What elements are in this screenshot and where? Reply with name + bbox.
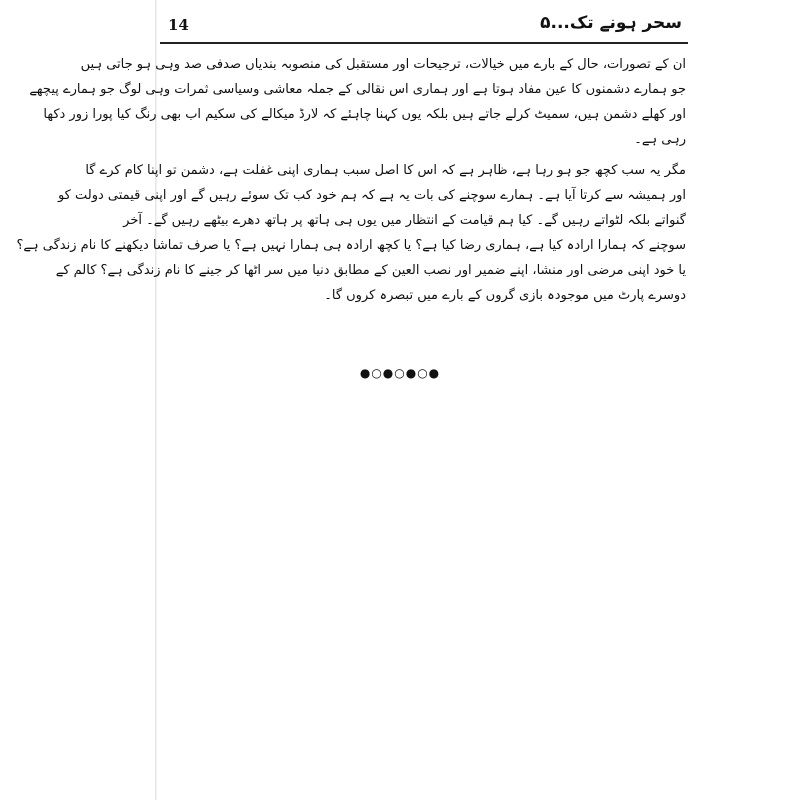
text-line: گنواتے بلکہ لٹواتے رہیں گے۔ کیا ہم قیامت کے انتظار میں یوں ہی ہاتھ پر ہاتھ دھرے بیٹھے رہیں گے۔ آخر <box>123 213 686 228</box>
running-title: سحر ہونے تک...۵ <box>540 13 682 33</box>
text-line: اور ہمیشہ سے کرتا آیا ہے۔ ہمارے سوچنے کی بات یہ ہے کہ ہم خود کب تک سوئے رہیں گے اور اپنی قیمتی دولت کو <box>57 188 686 203</box>
body-text <box>16 52 686 308</box>
section-ornament: ●○●○●○● <box>359 366 441 380</box>
text-line: ان کے تصورات، حال کے بارے میں خیالات، ترجیحات اور مستقبل کی منصوبہ بندیاں صدفی صد وہی ہو جاتی ہیں <box>80 57 686 72</box>
text-line: رہی ہے۔ <box>634 132 686 147</box>
paragraph <box>29 52 686 152</box>
page-header <box>160 12 688 44</box>
text-line: دوسرے پارٹ میں موجودہ بازی گروں کے بارے میں تبصرہ کروں گا۔ <box>324 288 686 303</box>
text-line: مگر یہ سب کچھ جو ہو رہا ہے، ظاہر ہے کہ اس کا اصل سبب ہماری اپنی غفلت ہے، دشمن تو اپنا کام کرے گا <box>85 163 686 178</box>
page-number: 14 <box>168 16 189 34</box>
text-line: جو ہمارے دشمنوں کا عین مفاد ہوتا ہے اور ہماری اس نقالی کے جملہ معاشی وسیاسی ثمرات وہی لوگ جو ہمارے پیچھے <box>29 82 686 97</box>
header-rule <box>160 42 688 44</box>
text-line: یا خود اپنی مرضی اور منشا، اپنے ضمیر اور نصب العین کے مطابق دنیا میں سر اٹھا کر جینے کا نام زندگی ہے؟ کالم کے <box>55 263 686 278</box>
paragraph <box>16 158 686 308</box>
text-line: سوچنے کہ ہمارا ارادہ کیا ہے، ہماری رضا کیا ہے؟ یا کچھ ارادہ ہی ہمارا نہیں ہے؟ یا صرف تماشا دیکھنے کا نام زندگی ہے؟ <box>16 238 686 253</box>
text-line: اور کھلے دشمن ہیں، سمیٹ کرلے جاتے ہیں بلکہ یوں کہنا چاہئے کہ لارڈ میکالے کی سکیم اب بھی رنگ کیا پورا زور دکھا <box>43 107 686 122</box>
